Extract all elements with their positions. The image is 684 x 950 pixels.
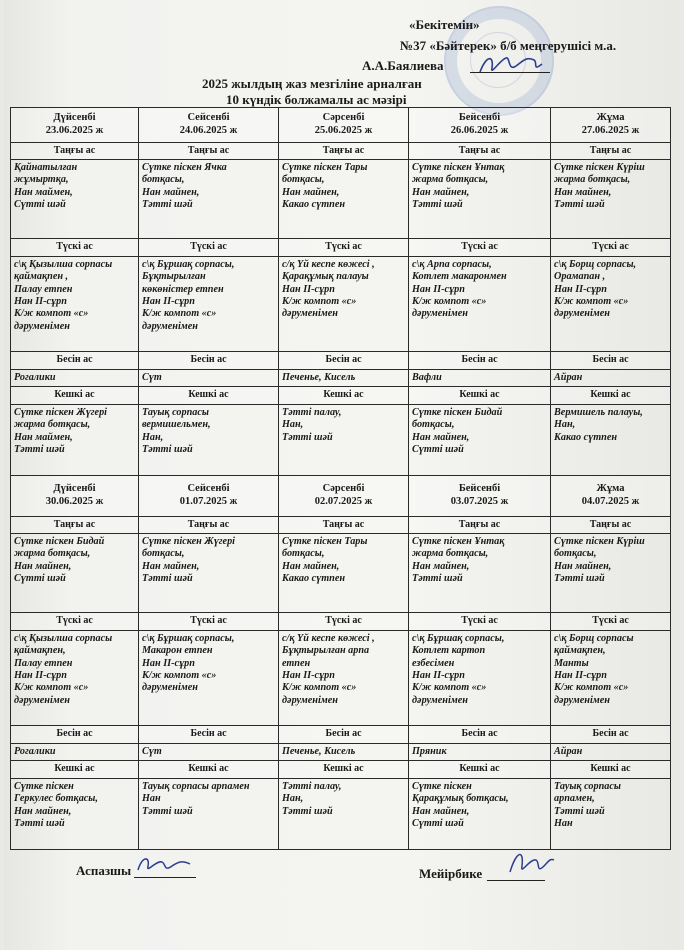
meal-label-dinner: Кешкі ас [279,761,409,778]
menu-line: Сүтке піскен Ұнтақ [412,535,505,547]
day-header [279,475,409,516]
lunch-menu [409,256,551,351]
day-date: 30.06.2025 ж [45,495,104,507]
day-header [11,475,139,516]
meal-label-snack: Бесін ас [11,726,139,743]
menu-row [11,613,671,630]
menu-document [4,0,680,950]
meal-label-breakfast: Таңғы ас [551,142,671,159]
lunch-menu [279,630,409,725]
dinner-menu [279,404,409,475]
approver-name: А.А.Баялиева [362,58,444,73]
meal-label-snack: Бесін ас [551,352,671,369]
menu-line: Орамапан , [554,271,606,283]
lunch-menu [139,630,279,725]
lunch-menu [279,256,409,351]
menu-line: Сүтке піскен Жүгері [142,535,235,547]
menu-row [11,743,671,761]
day-name: Сейсенбі [187,482,230,494]
menu-line: Сүтті шәй [412,444,464,456]
menu-line: Сүтті шәй [412,818,464,830]
meal-label-dinner: Кешкі ас [409,761,551,778]
menu-line: Сүтке піскен Ячка [142,161,227,173]
meal-label-breakfast: Таңғы ас [279,142,409,159]
dinner-menu [409,778,551,849]
menu-line: Сүтке піскен Бидай [412,406,503,418]
menu-row [11,352,671,369]
meal-label-dinner: Кешкі ас [409,387,551,404]
menu-line: Сүтті шәй [14,199,66,211]
dinner-menu [139,404,279,475]
menu-line: Тауық сорпасы [142,406,209,418]
day-date: 27.06.2025 ж [581,124,640,136]
menu-line: жарма ботқасы, [14,548,91,560]
breakfast-menu [409,159,551,238]
day-name: Жұма [596,482,625,494]
menu-line: қаймақпен, [14,645,66,657]
menu-line: Какао сүтпен [554,431,618,443]
menu-row [11,239,671,256]
menu-line: Нан, [282,419,304,431]
meal-label-snack: Бесін ас [409,352,551,369]
approval-heading: «Бекітемін» [409,17,480,32]
menu-line: дәруменімен [412,308,468,320]
day-name: Сәрсенбі [322,482,365,494]
menu-line: Тәтті шәй [282,431,333,443]
menu-line: Тәтті шәй [142,805,193,817]
meal-label-dinner: Кешкі ас [551,761,671,778]
meal-label-lunch: Түскі ас [551,613,671,630]
menu-line: К/ж компот «с» [412,682,487,694]
meal-label-breakfast: Таңғы ас [409,142,551,159]
menu-line: көкөністер етпен [142,283,224,295]
menu-line: с\қ Қызылша сорпасы [14,258,113,270]
day-date: 03.07.2025 ж [450,495,509,507]
menu-line: Тәтті шәй [14,818,65,830]
menu-line: Тәтті шәй [142,444,193,456]
snack-item: Печенье, Кисель [279,743,409,761]
meal-label-breakfast: Таңғы ас [139,142,279,159]
menu-line: Тәтті шәй [14,444,65,456]
day-name: Бейсенбі [458,111,501,123]
snack-item: Айран [551,369,671,387]
snack-item: Рогалики [11,743,139,761]
menu-title-line2: 10 күндік болжамалы ас мәзірі [226,92,407,107]
menu-line: Нан, [282,793,304,805]
menu-line: дәруменімен [14,320,70,332]
meal-label-dinner: Кешкі ас [139,387,279,404]
menu-line: К/ж компот «с» [412,295,487,307]
menu-line: Нан ІІ-сұрп [412,283,465,295]
menu-line: К/ж компот «с» [554,682,629,694]
menu-line: ботқасы, [554,548,597,560]
day-name: Сәрсенбі [322,111,365,123]
dinner-menu [11,404,139,475]
menu-line: Нан майнен, [554,560,612,572]
menu-line: Сүтті шәй [14,573,66,585]
dinner-menu [11,778,139,849]
meal-label-snack: Бесін ас [139,352,279,369]
day-name: Дүйсенбі [53,111,96,123]
breakfast-menu [279,533,409,612]
meal-label-breakfast: Таңғы ас [551,516,671,533]
menu-title-line1: 2025 жылдың жаз мезгіліне арналған [202,76,422,91]
menu-line: Тәтті шәй [412,199,463,211]
menu-line: Нан маймен, [14,431,73,443]
snack-item: Печенье, Кисель [279,369,409,387]
meal-label-breakfast: Таңғы ас [279,516,409,533]
menu-line: дәруменімен [142,682,198,694]
menu-line: Манты [554,657,589,669]
menu-line: Нан майнен, [412,186,470,198]
lunch-menu [551,630,671,725]
menu-line: Нан майнен, [412,560,470,572]
menu-line: Нан маймен, [14,186,73,198]
menu-line: Нан ІІ-сұрп [14,669,67,681]
dinner-menu [409,404,551,475]
menu-line: Нан ІІ-сұрп [554,283,607,295]
menu-line: Котлет картоп [412,645,486,657]
dinner-menu [551,404,671,475]
menu-line: Тәтті шәй [412,573,463,585]
menu-line: Нан майнен, [412,805,470,817]
breakfast-menu [11,533,139,612]
day-header [409,108,551,143]
menu-line: Сүтке піскен Күріш [554,535,645,547]
menu-line: с\қ Бұршақ сорпасы, [412,632,505,644]
menu-line: дәруменімен [282,308,338,320]
menu-line: Нан [142,793,161,805]
meal-label-lunch: Түскі ас [551,239,671,256]
menu-line: Нан майнен, [14,805,72,817]
menu-line: Какао сүтпен [282,199,346,211]
menu-line: Нан ІІ-сұрп [554,669,607,681]
day-header [11,108,139,143]
menu-line: жұмыртқа, [14,174,69,186]
menu-line: Бұқтырылған арпа [282,645,370,657]
meal-label-dinner: Кешкі ас [11,761,139,778]
menu-row [11,404,671,475]
menu-line: Нан майнен, [282,186,340,198]
menu-line: К/ж компот «с» [14,682,89,694]
meal-label-dinner: Кешкі ас [11,387,139,404]
menu-line: Сүтке піскен Тары [282,161,368,173]
menu-line: қаймақпен, [554,645,606,657]
day-name: Дүйсенбі [53,482,96,494]
snack-item: Рогалики [11,369,139,387]
menu-line: К/ж компот «с» [142,308,217,320]
cook-signature [134,852,194,878]
menu-line: Нан ІІ-сұрп [412,669,465,681]
menu-line: Тәтті шәй [142,573,193,585]
nurse-label: Мейірбике [419,866,483,881]
snack-item: Пряник [409,743,551,761]
meal-label-lunch: Түскі ас [279,239,409,256]
menu-line: Нан [554,818,573,830]
menu-line: Нан ІІ-сұрп [142,295,195,307]
menu-line: ботқасы, [282,548,325,560]
menu-line: К/ж компот «с» [142,669,217,681]
menu-row [11,630,671,725]
menu-table [10,107,671,850]
meal-label-lunch: Түскі ас [279,613,409,630]
menu-line: вермишельмен, [142,419,211,431]
menu-line: К/ж компот «с» [282,295,357,307]
meal-label-snack: Бесін ас [279,726,409,743]
menu-row [11,369,671,387]
menu-line: Геркулес ботқасы, [14,793,98,805]
meal-label-dinner: Кешкі ас [279,387,409,404]
lunch-menu [11,630,139,725]
meal-label-snack: Бесін ас [139,726,279,743]
menu-line: Тауық сорпасы [554,780,621,792]
menu-line: с\қ Арпа сорпасы, [412,258,492,270]
snack-item: Сүт [139,743,279,761]
menu-line: Нан ІІ-сұрп [142,657,195,669]
menu-line: с\қ Қызылша сорпасы [14,632,113,644]
menu-row [11,475,671,516]
meal-label-lunch: Түскі ас [409,239,551,256]
menu-line: Сүтке піскен Бидай [14,535,105,547]
menu-line: қаймақпен , [14,271,69,283]
menu-line: Нан майнен, [554,186,612,198]
menu-line: арпамен, [554,793,595,805]
menu-row [11,761,671,778]
day-name: Сейсенбі [187,111,230,123]
menu-line: Қайнатылған [14,161,78,173]
menu-line: Тәтті шәй [554,805,605,817]
menu-line: Бұқтырылған [142,271,206,283]
menu-line: Нан майнен, [14,560,72,572]
menu-line: дәруменімен [14,694,70,706]
day-header [279,108,409,143]
menu-line: Вермишель палауы, [554,406,643,418]
menu-line: К/ж компот «с» [14,308,89,320]
day-date: 25.06.2025 ж [314,124,373,136]
menu-line: с\қ Борщ сорпасы, [554,258,637,270]
menu-line: с\қ Бұршақ сорпасы, [142,632,235,644]
menu-line: ботқасы, [142,174,185,186]
menu-row [11,778,671,849]
lunch-menu [551,256,671,351]
day-date: 04.07.2025 ж [581,495,640,507]
meal-label-dinner: Кешкі ас [551,387,671,404]
meal-label-lunch: Түскі ас [11,239,139,256]
snack-item: Айран [551,743,671,761]
menu-line: К/ж компот «с» [554,295,629,307]
breakfast-menu [409,533,551,612]
menu-line: с/қ Үй кеспе көжесі , [282,258,375,270]
menu-line: дәруменімен [142,320,198,332]
menu-line: Сүтке піскен Тары [282,535,368,547]
day-name: Жұма [596,111,625,123]
menu-line: Тәтті шәй [554,199,605,211]
meal-label-snack: Бесін ас [551,726,671,743]
meal-label-lunch: Түскі ас [409,613,551,630]
menu-line: жарма ботқасы, [14,419,91,431]
menu-line: Нан, [142,431,164,443]
day-header [551,108,671,143]
menu-line: Макарон етпен [142,645,213,657]
menu-line: Нан ІІ-сұрп [14,295,67,307]
menu-line: Нан майнен, [142,560,200,572]
approver-position: №37 «Бәйтерек» б/б меңгерушісі м.а. [400,38,617,53]
nurse-signature-line [487,880,545,881]
meal-label-lunch: Түскі ас [139,613,279,630]
menu-line: Қарақұмық ботқасы, [412,793,509,805]
menu-line: Сүтке піскен Күріш [554,161,645,173]
menu-line: ботқасы, [142,548,185,560]
snack-item: Сүт [139,369,279,387]
menu-line: Тәтті шәй [142,199,193,211]
meal-label-dinner: Кешкі ас [139,761,279,778]
menu-line: дәруменімен [282,694,338,706]
breakfast-menu [551,159,671,238]
menu-row [11,726,671,743]
menu-line: Котлет макаронмен [412,271,507,283]
menu-line: Нан, [554,419,576,431]
menu-line: Нан майнен, [142,186,200,198]
menu-line: Тауық сорпасы арпамен [142,780,250,792]
approver-signature [476,50,546,78]
menu-line: Палау етпен [14,657,73,669]
day-header [551,475,671,516]
menu-line: Сүтке піскен Ұнтақ [412,161,505,173]
meal-label-snack: Бесін ас [11,352,139,369]
menu-line: Сүтке піскен [14,780,74,792]
meal-label-snack: Бесін ас [279,352,409,369]
meal-label-breakfast: Таңғы ас [11,142,139,159]
menu-row [11,159,671,238]
menu-line: дәруменімен [554,694,610,706]
dinner-menu [551,778,671,849]
dinner-menu [279,778,409,849]
breakfast-menu [551,533,671,612]
menu-line: Тәтті палау, [282,780,342,792]
meal-label-breakfast: Таңғы ас [139,516,279,533]
day-date: 26.06.2025 ж [450,124,509,136]
cook-label: Аспазшы [76,863,132,878]
day-header [139,475,279,516]
nurse-signature [506,846,556,880]
menu-line: с\қ Борщ сорпасы [554,632,634,644]
menu-row [11,516,671,533]
meal-label-breakfast: Таңғы ас [409,516,551,533]
menu-line: Қарақұмық палауы [282,271,369,283]
day-header [409,475,551,516]
menu-line: Нан ІІ-сұрп [282,669,335,681]
day-date: 01.07.2025 ж [179,495,238,507]
menu-row [11,108,671,143]
day-date: 23.06.2025 ж [45,124,104,136]
lunch-menu [11,256,139,351]
menu-line: дәруменімен [554,308,610,320]
menu-line: с\қ Бұршақ сорпасы, [142,258,235,270]
menu-line: Нан майнен, [412,431,470,443]
menu-row [11,387,671,404]
menu-line: жарма ботқасы, [554,174,631,186]
menu-row [11,142,671,159]
breakfast-menu [139,533,279,612]
menu-line: Тәтті палау, [282,406,342,418]
menu-line: Тәтті шәй [282,805,333,817]
menu-line: с/қ Үй кеспе көжесі , [282,632,375,644]
menu-line: К/ж компот «с» [282,682,357,694]
breakfast-menu [11,159,139,238]
menu-line: дәруменімен [412,694,468,706]
meal-label-lunch: Түскі ас [11,613,139,630]
day-date: 02.07.2025 ж [314,495,373,507]
breakfast-menu [139,159,279,238]
lunch-menu [409,630,551,725]
menu-line: Какао сүтпен [282,573,346,585]
day-date: 24.06.2025 ж [179,124,238,136]
menu-row [11,256,671,351]
meal-label-lunch: Түскі ас [139,239,279,256]
menu-line: жарма ботқасы, [412,548,489,560]
dinner-menu [139,778,279,849]
snack-item: Вафли [409,369,551,387]
meal-label-snack: Бесін ас [409,726,551,743]
meal-label-breakfast: Таңғы ас [11,516,139,533]
menu-line: Сүтке піскен Жүгері [14,406,107,418]
menu-line: Палау етпен [14,283,73,295]
menu-line: етпен [282,657,311,669]
menu-row [11,533,671,612]
lunch-menu [139,256,279,351]
day-header [139,108,279,143]
menu-line: Нан майнен, [282,560,340,572]
menu-line: жарма ботқасы, [412,174,489,186]
menu-line: Сүтке піскен [412,780,472,792]
menu-line: езбесімен [412,657,455,669]
breakfast-menu [279,159,409,238]
menu-line: ботқасы, [282,174,325,186]
menu-line: Тәтті шәй [554,573,605,585]
day-name: Бейсенбі [458,482,501,494]
menu-line: ботқасы, [412,419,455,431]
menu-line: Нан ІІ-сұрп [282,283,335,295]
